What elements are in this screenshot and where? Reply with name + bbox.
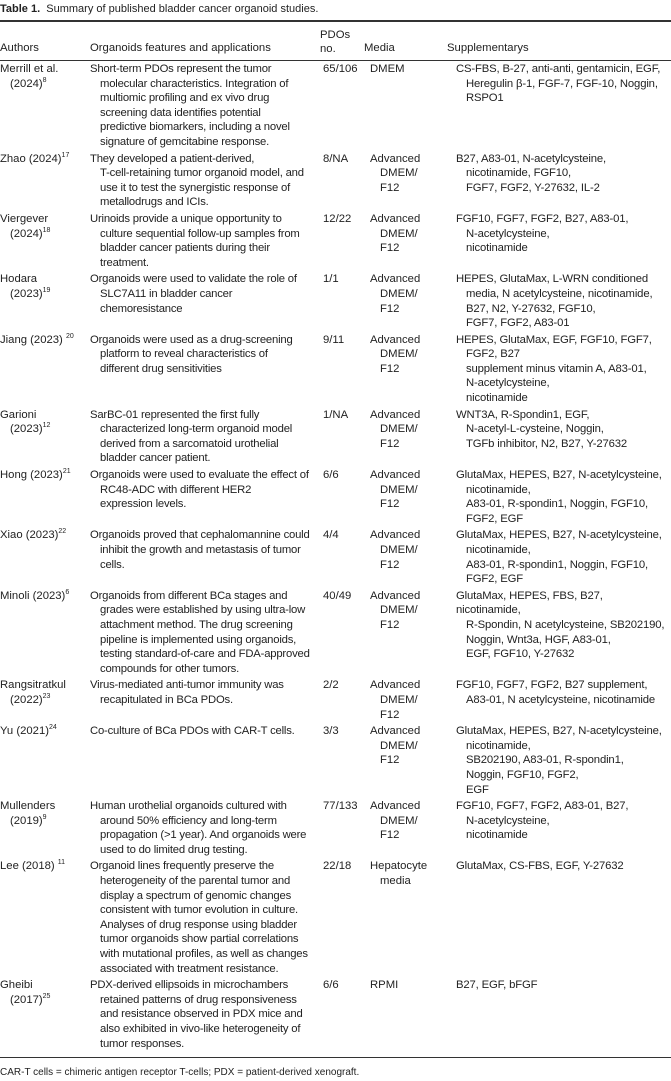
media-line: F12 — [380, 558, 400, 571]
supplementary-line: B27, N2, Y-27632, FGF10, — [466, 302, 596, 315]
features-line: Organoid lines frequently preserve the — [90, 860, 274, 873]
supplementary-line: N-acetylcysteine, — [466, 227, 550, 240]
features-line: pipeline is implemented using organoids, — [100, 633, 297, 646]
author-line-wrap — [0, 799, 87, 814]
features-line: SLC7A11 in bladder cancer — [100, 287, 233, 300]
author-line: (2022) — [10, 693, 43, 706]
table-row — [0, 408, 671, 468]
supplementary-line: GlutaMax, HEPES, B27, N-acetylcysteine, — [456, 529, 662, 542]
cell-pdos: 6/6 — [323, 979, 339, 992]
author-line: (2023) — [10, 423, 43, 436]
features-line: testing standard-of-care and FDA-approved — [100, 648, 310, 661]
cell-media — [370, 589, 456, 679]
cell-features — [90, 272, 323, 332]
cell-author — [0, 468, 90, 528]
features-line: signature of gemcitabine response. — [100, 135, 270, 148]
author-line-wrap — [0, 287, 87, 302]
table-footnote: CAR-T cells = chimeric antigen receptor T-cells; PDX = patient-derived xenograft. — [0, 1067, 360, 1079]
features-line: tumor responses. — [100, 1037, 185, 1050]
media-line: Advanced — [370, 725, 421, 738]
supplementary-line: Noggin, Wnt3a, HGF, A83-01, — [466, 633, 611, 646]
cell-supplementary — [456, 468, 671, 528]
cell-media — [370, 859, 456, 978]
supplementary-line: N-acetylcysteine, — [466, 377, 550, 390]
table-row — [0, 589, 671, 679]
table-row — [0, 62, 671, 152]
cell-features — [90, 678, 323, 724]
table-row — [0, 152, 671, 212]
table-row — [0, 724, 671, 799]
features-line: heterogeneity of the parental tumor and — [100, 875, 291, 888]
media-line: DMEM/ — [380, 483, 418, 496]
features-line: They developed a patient-derived, — [90, 152, 255, 165]
author-line: Minoli (2023) — [0, 589, 66, 602]
features-line: Analyses of drug response using bladder — [100, 918, 297, 931]
supplementary-line: B27, EGF, bFGF — [456, 979, 538, 992]
cell-supplementary — [456, 724, 671, 799]
features-line: characterized long-term organoid model — [100, 423, 293, 436]
features-line: consistent with tumor evolution in culture. — [100, 904, 298, 917]
supplementary-line: HEPES, GlutaMax, EGF, FGF10, FGF7, — [456, 333, 652, 346]
media-line: F12 — [380, 242, 400, 255]
table-row — [0, 212, 671, 272]
cell-supplementary — [456, 799, 671, 859]
media-line: F12 — [380, 498, 400, 511]
supplementary-line: nicotinamide, — [466, 544, 531, 556]
supplementary-line: GlutaMax, HEPES, B27, N-acetylcysteine, — [456, 469, 662, 482]
author-line-wrap — [0, 468, 87, 483]
media-line: F12 — [380, 181, 400, 194]
author-line: Garioni — [0, 408, 37, 421]
cell-pdos: 65/106 — [323, 63, 358, 75]
author-line: Zhao (2024) — [0, 152, 62, 165]
cell-pdos: 1/1 — [323, 273, 339, 286]
author-line-wrap — [0, 528, 87, 543]
cell-author — [0, 528, 90, 588]
cell-author — [0, 589, 90, 679]
features-line: and resistance observed in PDX mice and — [100, 1008, 303, 1021]
cell-features — [90, 62, 323, 152]
header-pdos-line1: PDOs — [320, 29, 351, 41]
features-line: predictive biomarkers, including a novel — [100, 121, 290, 134]
table-row — [0, 333, 671, 408]
reference-number: 17 — [61, 151, 70, 159]
supplementary-line: N-acetylcysteine, — [466, 814, 550, 827]
media-line: F12 — [380, 618, 400, 631]
supplementary-line: FGF2, EGF — [466, 512, 524, 525]
header-media: Media — [364, 42, 395, 55]
cell-media — [370, 333, 456, 408]
table-body-wrapper — [0, 62, 671, 1081]
supplementary-line: GlutaMax, HEPES, B27, N-acetylcysteine, — [456, 725, 662, 738]
author-line: Hong (2023) — [0, 469, 63, 482]
media-line: Advanced — [370, 529, 421, 542]
supplementary-line: HEPES, GlutaMax, L-WRN conditioned — [456, 273, 649, 286]
cell-author — [0, 978, 90, 1053]
features-line: different drug sensitivities — [100, 362, 222, 375]
media-line: DMEM/ — [380, 167, 418, 180]
features-line: display a spectrum of genomic changes — [100, 889, 292, 902]
cell-features — [90, 859, 323, 978]
features-line: Urinoids provide a unique opportunity to — [90, 212, 282, 225]
supplementary-line: FGF7, FGF2, Y-27632, IL-2 — [466, 181, 600, 194]
supplementary-line: GlutaMax, CS-FBS, EGF, Y-27632 — [456, 860, 624, 873]
features-line: Organoids were used to validate the role of — [90, 273, 297, 286]
author-line-wrap — [0, 212, 87, 227]
cell-features — [90, 333, 323, 408]
cell-media — [370, 724, 456, 799]
header-supp: Supplementarys — [447, 42, 529, 55]
media-line: DMEM/ — [380, 348, 418, 361]
cell-media — [370, 799, 456, 859]
author-line: Viergever — [0, 212, 49, 225]
features-line: recapitulated in BCa PDOs. — [100, 693, 233, 706]
cell-author — [0, 799, 90, 859]
cell-author — [0, 859, 90, 978]
media-line: DMEM/ — [380, 287, 418, 300]
features-line: bladder cancer patients during their — [100, 242, 270, 255]
media-line: Advanced — [370, 469, 421, 482]
cell-supplementary — [456, 152, 671, 212]
features-line: Organoids from different BCa stages and — [90, 589, 288, 602]
author-line: (2023) — [10, 287, 43, 300]
author-line-wrap — [0, 678, 87, 693]
features-line: Organoids were used to evaluate the effect of — [90, 469, 309, 482]
table-row — [0, 978, 671, 1053]
reference-number: 20 — [65, 332, 74, 340]
reference-number: 6 — [65, 589, 70, 597]
cell-pdos: 6/6 — [323, 469, 339, 482]
author-line: Jiang (2023) — [0, 333, 66, 346]
supplementary-line: TGFb inhibitor, N2, B27, Y-27632 — [466, 437, 627, 450]
media-line: Advanced — [370, 212, 421, 225]
media-line: DMEM/ — [380, 544, 418, 556]
media-line: DMEM/ — [380, 814, 418, 827]
reference-number: 8 — [42, 76, 47, 84]
cell-supplementary — [456, 528, 671, 588]
cell-media — [370, 152, 456, 212]
author-line: Hodara — [0, 273, 38, 286]
author-line: (2024) — [10, 227, 43, 240]
cell-pdos: 12/22 — [323, 212, 352, 225]
media-line: F12 — [380, 754, 400, 767]
features-line: used to do limited drug testing. — [100, 843, 248, 856]
cell-pdos: 8/NA — [323, 152, 349, 165]
cell-author — [0, 212, 90, 272]
cell-pdos: 1/NA — [323, 408, 349, 421]
author-line-wrap — [0, 978, 87, 993]
media-line: Advanced — [370, 152, 421, 165]
cell-supplementary — [456, 62, 671, 152]
table-header — [0, 28, 671, 56]
features-line: tumor organoids show partial correlations — [100, 933, 299, 946]
reference-number: 11 — [57, 859, 66, 867]
reference-number: 19 — [42, 287, 51, 295]
cell-author — [0, 408, 90, 468]
cell-supplementary — [456, 333, 671, 408]
supplementary-line: CS-FBS, B-27, anti-anti, gentamicin, EGF, — [456, 63, 661, 75]
author-line: Mullenders — [0, 800, 56, 813]
features-line: T-cell-retaining tumor organoid model, and — [100, 167, 304, 180]
cell-supplementary — [456, 408, 671, 468]
supplementary-line: A83-01, R-spondin1, Noggin, FGF10, — [466, 498, 649, 511]
supplementary-line: FGF10, FGF7, FGF2, A83-01, B27, — [456, 800, 629, 813]
reference-number: 25 — [42, 993, 51, 1001]
features-line: cells. — [100, 558, 125, 571]
cell-media — [370, 62, 456, 152]
author-line: (2024) — [10, 77, 43, 90]
features-line: retained patterns of drug responsiveness — [100, 993, 297, 1006]
author-line-wrap — [0, 152, 87, 167]
cell-author — [0, 678, 90, 724]
author-line-wrap — [0, 408, 87, 423]
supplementary-line: FGF10, FGF7, FGF2, B27, A83-01, — [456, 212, 629, 225]
cell-media — [370, 272, 456, 332]
features-line: around 50% efficiency and long-term — [100, 814, 277, 827]
media-line: F12 — [380, 362, 400, 375]
features-line: metallodrugs and ICIs. — [100, 196, 209, 209]
author-line-wrap — [0, 227, 87, 242]
caption-text: Summary of published bladder cancer organoid studies. — [46, 3, 319, 15]
cell-features — [90, 408, 323, 468]
features-line: inhibit the growth and metastasis of tumor — [100, 544, 301, 556]
features-line: attachment method. The drug screening — [100, 618, 293, 631]
author-line-wrap — [0, 333, 87, 348]
supplementary-line: Noggin, FGF10, FGF2, — [466, 768, 579, 781]
supplementary-line: WNT3A, R-Spondin1, EGF, — [456, 408, 590, 421]
supplementary-line: media, N acetylcysteine, nicotinamide, — [466, 287, 653, 300]
cell-media — [370, 212, 456, 272]
media-line: Advanced — [370, 800, 421, 813]
features-line: platform to reveal characteristics of — [100, 348, 268, 361]
table-row — [0, 859, 671, 978]
reference-number: 21 — [62, 468, 71, 476]
reference-number: 9 — [42, 813, 47, 821]
author-line: Rangsitratkul — [0, 679, 66, 692]
cell-pdos: 22/18 — [323, 860, 352, 873]
supplementary-line: A83-01, R-spondin1, Noggin, FGF10, — [466, 558, 649, 571]
media-line: RPMI — [370, 979, 399, 992]
supplementary-line: EGF, FGF10, Y-27632 — [466, 648, 575, 661]
supplementary-line: GlutaMax, HEPES, FBS, B27, nicotinamide, — [456, 589, 603, 617]
author-line-wrap — [0, 724, 87, 739]
supplementary-line: A83-01, N acetylcysteine, nicotinamide — [466, 693, 655, 706]
table-row — [0, 272, 671, 332]
table-caption — [0, 2, 318, 17]
caption-label: Table 1. — [0, 3, 41, 15]
features-line: molecular characteristics. Integration of — [100, 77, 289, 90]
header-authors: Authors — [0, 42, 39, 55]
cell-media — [370, 408, 456, 468]
features-line: compounds for other tumors. — [100, 662, 240, 675]
supplementary-line: FGF2, EGF — [466, 573, 524, 586]
features-line: Co-culture of BCa PDOs with CAR-T cells. — [90, 725, 295, 738]
supplementary-line: Heregulin β-1, FGF-7, FGF-10, Noggin, — [466, 77, 658, 90]
cell-features — [90, 799, 323, 859]
supplementary-line: B27, A83-01, N-acetylcysteine, — [456, 152, 606, 165]
supplementary-line: supplement minus vitamin A, A83-01, — [466, 362, 647, 375]
author-line-wrap — [0, 77, 87, 92]
supplementary-line: R-Spondin, N acetylcysteine, SB202190, — [466, 618, 665, 631]
cell-author — [0, 724, 90, 799]
cell-author — [0, 333, 90, 408]
features-line: screening data identifies potential — [100, 106, 261, 119]
media-line: DMEM/ — [380, 227, 418, 240]
media-line: Hepatocyte — [370, 860, 428, 873]
cell-media — [370, 528, 456, 588]
supplementary-line: SB202190, A83-01, R-spondin1, — [466, 754, 624, 767]
media-line: media — [380, 875, 411, 888]
organoid-studies-table — [0, 62, 671, 1053]
supplementary-line: nicotinamide — [466, 829, 528, 842]
cell-supplementary — [456, 212, 671, 272]
cell-supplementary — [456, 272, 671, 332]
author-line-wrap — [0, 422, 87, 437]
cell-pdos: 4/4 — [323, 529, 339, 542]
cell-pdos: 3/3 — [323, 725, 339, 738]
author-line-wrap — [0, 272, 87, 287]
supplementary-line: nicotinamide, FGF10, — [466, 167, 571, 180]
supplementary-line: nicotinamide, — [466, 739, 531, 752]
features-line: use it to test the synergistic response of — [100, 181, 291, 194]
features-line: RC48-ADC with different HER2 — [100, 483, 252, 496]
features-line: associated with treatment resistance. — [100, 962, 279, 975]
cell-media — [370, 978, 456, 1053]
features-line: Human urothelial organoids cultured with — [90, 800, 287, 813]
cell-author — [0, 152, 90, 212]
table-row — [0, 468, 671, 528]
author-line: (2017) — [10, 993, 43, 1006]
features-line: derived from a sarcomatoid urothelial — [100, 437, 279, 450]
cell-features — [90, 724, 323, 799]
media-line: F12 — [380, 829, 400, 842]
media-line: DMEM/ — [380, 423, 418, 436]
supplementary-line: RSPO1 — [466, 92, 504, 105]
reference-number: 24 — [49, 724, 57, 732]
supplementary-line: FGF2, B27 — [466, 348, 520, 361]
author-line: Xiao (2023) — [0, 529, 59, 542]
cell-media — [370, 678, 456, 724]
supplementary-line: EGF — [466, 783, 489, 796]
header-pdos-line2: no. — [320, 43, 336, 55]
media-line: Advanced — [370, 589, 421, 602]
table-row — [0, 528, 671, 588]
author-line-wrap — [0, 589, 87, 604]
reference-number: 22 — [58, 528, 67, 536]
media-line: DMEM — [370, 63, 405, 75]
media-line: F12 — [380, 437, 400, 450]
features-line: grades were established by using ultra-low — [100, 604, 306, 617]
features-line: with mutational profiles, as well as changes — [100, 948, 308, 961]
author-line: Merrill et al. — [0, 63, 59, 75]
cell-features — [90, 152, 323, 212]
features-line: culture sequential follow-up samples from — [100, 227, 300, 240]
cell-supplementary — [456, 859, 671, 978]
media-line: DMEM/ — [380, 739, 418, 752]
author-line: Yu (2021) — [0, 725, 49, 738]
media-line: Advanced — [370, 408, 421, 421]
header-rule — [0, 60, 671, 61]
media-line: F12 — [380, 302, 400, 315]
media-line: Advanced — [370, 679, 421, 692]
reference-number: 23 — [42, 693, 51, 701]
features-line: multiomic profiling and ex vivo drug — [100, 92, 270, 105]
author-line: Lee (2018) — [0, 860, 58, 873]
author-line: Gheibi — [0, 979, 33, 992]
cell-author — [0, 62, 90, 152]
features-line: propagation (>1 year). And organoids were — [100, 829, 307, 842]
media-line: F12 — [380, 708, 400, 721]
media-line: DMEM/ — [380, 604, 418, 617]
author-line-wrap — [0, 814, 87, 829]
author-line-wrap — [0, 993, 87, 1008]
features-line: expression levels. — [100, 498, 187, 511]
media-line: Advanced — [370, 273, 421, 286]
supplementary-line: nicotinamide — [466, 392, 528, 405]
author-line-wrap — [0, 62, 87, 77]
features-line: also exhibited in vivo-like heterogeneity of — [100, 1023, 301, 1035]
cell-features — [90, 468, 323, 528]
supplementary-line: nicotinamide, — [466, 483, 531, 496]
author-line-wrap — [0, 859, 87, 874]
cell-pdos: 9/11 — [323, 333, 345, 346]
table-row — [0, 799, 671, 859]
author-line-wrap — [0, 693, 87, 708]
media-line: DMEM/ — [380, 693, 418, 706]
cell-features — [90, 589, 323, 679]
supplementary-line: N-acetyl-L-cysteine, Noggin, — [466, 423, 604, 436]
cell-media — [370, 468, 456, 528]
cell-supplementary — [456, 678, 671, 724]
cell-features — [90, 212, 323, 272]
supplementary-line: nicotinamide — [466, 242, 528, 255]
cell-features — [90, 528, 323, 588]
cell-author — [0, 272, 90, 332]
media-line: Advanced — [370, 333, 421, 346]
author-line: (2019) — [10, 814, 43, 827]
features-line: PDX-derived ellipsoids in microchambers — [90, 979, 289, 992]
cell-pdos: 2/2 — [323, 679, 339, 692]
cell-pdos: 77/133 — [323, 800, 358, 813]
features-line: Virus-mediated anti-tumor immunity was — [90, 679, 284, 692]
header-features: Organoids features and applications — [90, 42, 271, 55]
reference-number: 18 — [42, 226, 51, 234]
table-row — [0, 678, 671, 724]
features-line: Short-term PDOs represent the tumor — [90, 63, 272, 75]
bottom-rule — [0, 1057, 671, 1058]
reference-number: 12 — [42, 422, 51, 430]
header-pdos — [320, 28, 350, 56]
cell-supplementary — [456, 589, 671, 679]
supplementary-line: FGF7, FGF2, A83-01 — [466, 317, 570, 330]
features-line: Organoids proved that cephalomannine could — [90, 529, 310, 542]
top-rule — [0, 20, 671, 22]
features-line: chemoresistance — [100, 302, 183, 315]
supplementary-line: FGF10, FGF7, FGF2, B27 supplement, — [456, 679, 648, 692]
cell-features — [90, 978, 323, 1053]
features-line: treatment. — [100, 256, 149, 269]
features-line: Organoids were used as a drug-screening — [90, 333, 293, 346]
cell-pdos: 40/49 — [323, 589, 352, 602]
features-line: SarBC-01 represented the first fully — [90, 408, 260, 421]
cell-supplementary — [456, 978, 671, 1053]
features-line: bladder cancer patient. — [100, 452, 211, 465]
